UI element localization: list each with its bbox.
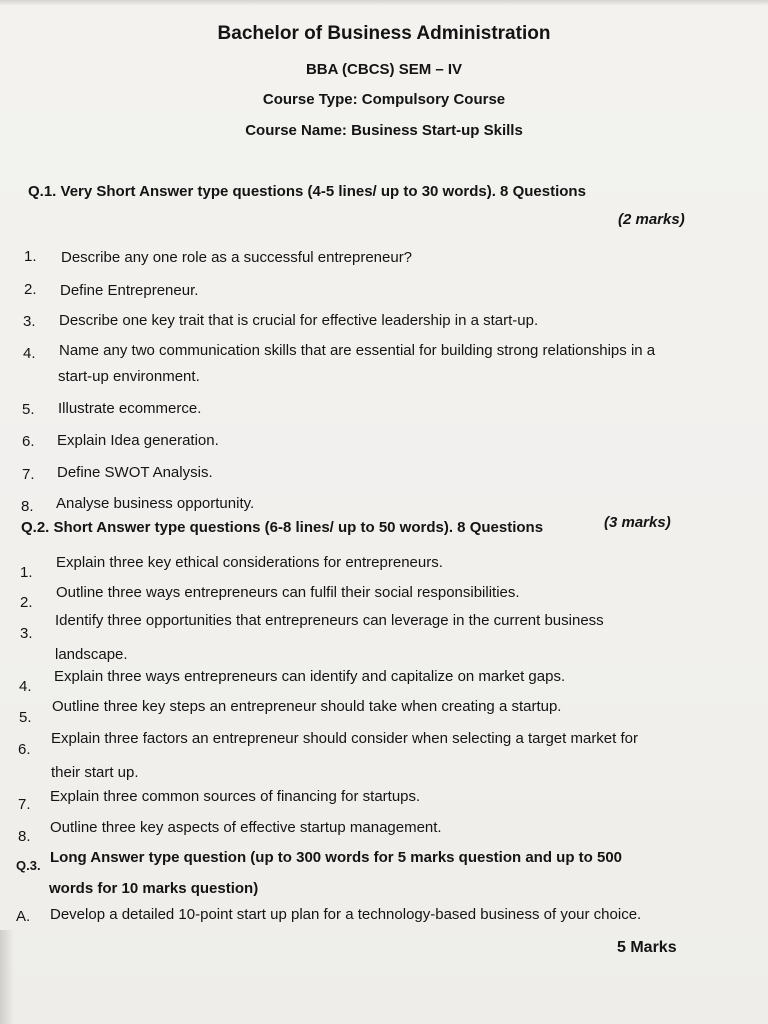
item-text: Name any two communication skills that are essential for building strong relationships in a (59, 342, 656, 359)
item-number: 1. (24, 248, 37, 265)
item-number: 5. (22, 401, 35, 418)
item-number: 4. (19, 678, 32, 695)
item-text: Explain three common sources of financing for startups. (50, 788, 421, 805)
item-number: 7. (22, 466, 35, 483)
item-number: 1. (20, 564, 33, 581)
item-number: 8. (21, 498, 34, 515)
q3-heading: Long Answer type question (up to 300 words for 5 marks question and up to 500 (50, 849, 623, 866)
semester-line: BBA (CBCS) SEM – IV (305, 61, 463, 78)
q2-heading: Q.2. Short Answer type questions (6-8 lines/ up to 50 words). 8 Questions (21, 519, 544, 536)
item-text-continued: their start up. (51, 764, 139, 781)
item-text: Explain three ways entrepreneurs can identify and capitalize on market gaps. (54, 668, 566, 685)
item-number: 7. (18, 796, 31, 813)
item-text: Outline three ways entrepreneurs can fulfil their social responsibilities. (56, 584, 520, 601)
item-text-continued: landscape. (55, 646, 128, 663)
item-text-continued: start-up environment. (58, 368, 200, 385)
item-text: Define SWOT Analysis. (57, 464, 213, 481)
item-number: 3. (20, 625, 33, 642)
item-number: 3. (23, 313, 36, 330)
page-top-shadow (0, 0, 768, 6)
item-text: Outline three key aspects of effective startup management. (50, 819, 442, 836)
item-number: 6. (22, 433, 35, 450)
course-type-line: Course Type: Compulsory Course (262, 91, 506, 108)
program-title: Bachelor of Business Administration (217, 23, 551, 44)
q1-heading: Q.1. Very Short Answer type questions (4-5 lines/ up to 30 words). 8 Questions (28, 183, 586, 200)
item-number: 5. (19, 709, 32, 726)
q3-label: Q.3. (16, 858, 41, 873)
page-left-edge (0, 930, 14, 1024)
item-number: 6. (18, 741, 31, 758)
q3-marks: 5 Marks (617, 939, 677, 956)
item-text: Analyse business opportunity. (56, 495, 255, 512)
item-number: 2. (24, 281, 37, 298)
item-text: Describe one key trait that is crucial for effective leadership in a start-up. (59, 312, 539, 329)
item-text: Describe any one role as a successful entrepreneur? (61, 249, 413, 266)
item-number: 2. (20, 594, 33, 611)
item-text: Define Entrepreneur. (60, 282, 199, 299)
item-text: Outline three key steps an entrepreneur should take when creating a startup. (52, 698, 562, 715)
q1-marks: (2 marks) (618, 211, 685, 228)
item-number: A. (16, 908, 31, 925)
item-text: Develop a detailed 10-point start up plan for a technology-based business of your choice. (50, 906, 642, 923)
course-name-line: Course Name: Business Start-up Skills (245, 122, 523, 139)
item-text: Illustrate ecommerce. (58, 400, 202, 417)
item-text: Explain three key ethical considerations for entrepreneurs. (56, 554, 443, 571)
item-text: Identify three opportunities that entrepreneurs can leverage in the current business (55, 612, 604, 629)
item-text: Explain Idea generation. (57, 432, 219, 449)
q2-marks: (3 marks) (604, 514, 671, 531)
q3-heading-continued: words for 10 marks question) (49, 880, 259, 897)
item-number: 4. (23, 345, 36, 362)
item-text: Explain three factors an entrepreneur should consider when selecting a target market for (51, 730, 638, 747)
item-number: 8. (18, 828, 31, 845)
